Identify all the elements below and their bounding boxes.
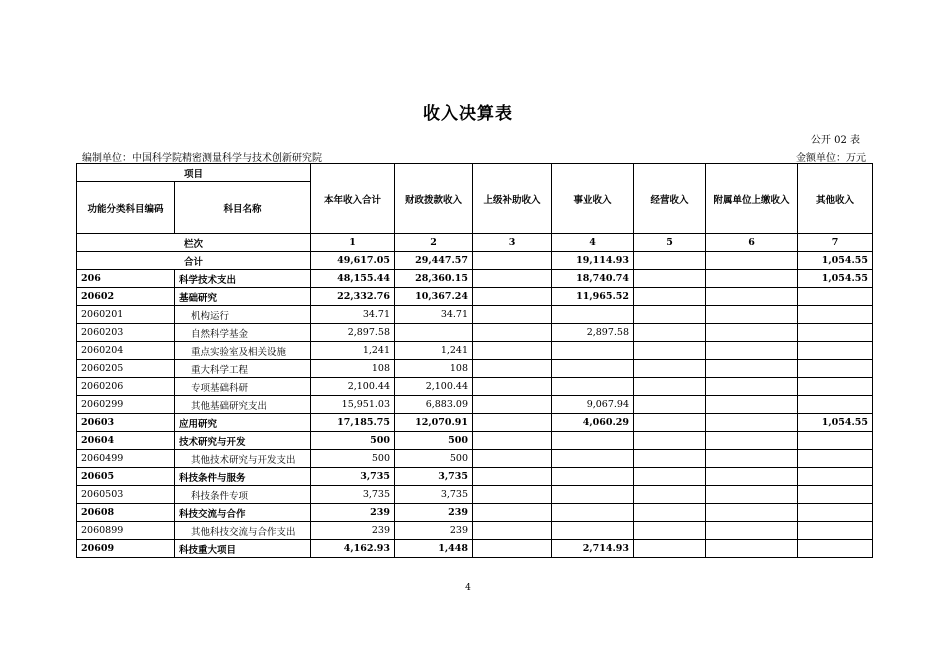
row-name: 其他基础研究支出 (175, 396, 311, 414)
row-value (473, 396, 552, 414)
compiling-unit: 编制单位：中国科学院精密测量科学与技术创新研究院 (82, 153, 322, 164)
row-value (798, 504, 873, 522)
row-value (706, 468, 798, 486)
row-value (706, 486, 798, 504)
row-value (634, 540, 706, 558)
row-value (552, 504, 634, 522)
row-value (798, 360, 873, 378)
row-value: 3,735 (311, 486, 395, 504)
row-value (552, 522, 634, 540)
column-index: 6 (706, 234, 798, 252)
row-name: 重大科学工程 (175, 360, 311, 378)
row-value (552, 432, 634, 450)
row-value (706, 504, 798, 522)
row-value: 11,965.52 (552, 288, 634, 306)
row-value: 34.71 (395, 306, 473, 324)
row-code: 20603 (77, 414, 175, 432)
column-index: 7 (798, 234, 873, 252)
row-value (473, 522, 552, 540)
row-value: 500 (395, 450, 473, 468)
row-value (473, 486, 552, 504)
row-name: 专项基础科研 (175, 378, 311, 396)
row-value (706, 396, 798, 414)
table-row (77, 504, 873, 522)
table-row (77, 468, 873, 486)
row-value: 22,332.76 (311, 288, 395, 306)
row-code: 2060299 (77, 396, 175, 414)
row-value (798, 342, 873, 360)
table-row (77, 522, 873, 540)
column-index: 3 (473, 234, 552, 252)
row-value: 28,360.15 (395, 270, 473, 288)
row-value (552, 342, 634, 360)
page-title: 收入决算表 (423, 104, 513, 124)
header-name: 科目名称 (175, 182, 311, 234)
row-value: 108 (395, 360, 473, 378)
total-value: 19,114.93 (552, 252, 634, 270)
row-code: 2060203 (77, 324, 175, 342)
row-value (552, 378, 634, 396)
row-value (798, 288, 873, 306)
row-value (473, 414, 552, 432)
row-name: 技术研究与开发 (175, 432, 311, 450)
row-value: 239 (311, 504, 395, 522)
column-index: 4 (552, 234, 634, 252)
row-value (634, 306, 706, 324)
table-row (77, 270, 873, 288)
row-code: 2060503 (77, 486, 175, 504)
row-value (798, 468, 873, 486)
row-name: 科技条件专项 (175, 486, 311, 504)
row-value (473, 360, 552, 378)
table-row (77, 342, 873, 360)
row-value: 2,100.44 (395, 378, 473, 396)
row-value: 1,054.55 (798, 270, 873, 288)
total-value (706, 252, 798, 270)
row-name: 其他科技交流与合作支出 (175, 522, 311, 540)
table-row (77, 288, 873, 306)
header-operating: 经营收入 (634, 164, 706, 234)
row-value (706, 378, 798, 396)
row-value: 34.71 (311, 306, 395, 324)
row-code: 2060206 (77, 378, 175, 396)
row-value (706, 360, 798, 378)
column-index-row (77, 234, 873, 252)
row-value: 3,735 (395, 468, 473, 486)
row-value: 3,735 (395, 486, 473, 504)
header-total: 本年收入合计 (311, 164, 395, 234)
row-name: 科学技术支出 (175, 270, 311, 288)
column-index: 2 (395, 234, 473, 252)
row-value (706, 450, 798, 468)
row-value (706, 324, 798, 342)
row-name: 应用研究 (175, 414, 311, 432)
row-value (706, 432, 798, 450)
row-value: 9,067.94 (552, 396, 634, 414)
table-row (77, 450, 873, 468)
table-row (77, 540, 873, 558)
row-value: 2,897.58 (552, 324, 634, 342)
row-value (706, 288, 798, 306)
row-code: 20608 (77, 504, 175, 522)
page-number: 4 (465, 583, 471, 593)
row-value (552, 486, 634, 504)
column-index-label: 栏次 (77, 234, 311, 252)
row-value (706, 414, 798, 432)
row-value (634, 342, 706, 360)
row-value (552, 360, 634, 378)
row-code: 2060201 (77, 306, 175, 324)
row-value: 2,714.93 (552, 540, 634, 558)
row-name: 科技条件与服务 (175, 468, 311, 486)
row-value: 1,054.55 (798, 414, 873, 432)
row-value (473, 468, 552, 486)
column-index: 1 (311, 234, 395, 252)
row-value (552, 450, 634, 468)
row-value (473, 270, 552, 288)
row-code: 2060204 (77, 342, 175, 360)
income-table (76, 163, 873, 558)
row-value (634, 486, 706, 504)
row-value (473, 378, 552, 396)
row-value: 500 (311, 450, 395, 468)
row-value (552, 306, 634, 324)
row-value (473, 450, 552, 468)
table-row (77, 360, 873, 378)
row-value: 10,367.24 (395, 288, 473, 306)
row-value (798, 324, 873, 342)
header-superior: 上级补助收入 (473, 164, 552, 234)
row-name: 机构运行 (175, 306, 311, 324)
row-code: 20604 (77, 432, 175, 450)
row-name: 重点实验室及相关设施 (175, 342, 311, 360)
row-value (634, 378, 706, 396)
row-code: 20602 (77, 288, 175, 306)
row-name: 其他技术研究与开发支出 (175, 450, 311, 468)
table-row (77, 414, 873, 432)
row-value: 18,740.74 (552, 270, 634, 288)
table-row (77, 432, 873, 450)
row-value (798, 540, 873, 558)
row-value: 1,241 (395, 342, 473, 360)
header-affiliated: 附属单位上缴收入 (706, 164, 798, 234)
row-value (473, 504, 552, 522)
amount-unit: 金额单位：万元 (796, 153, 866, 164)
row-value: 3,735 (311, 468, 395, 486)
total-row (77, 252, 873, 270)
row-value (798, 432, 873, 450)
header-code: 功能分类科目编码 (77, 182, 175, 234)
row-value (706, 540, 798, 558)
row-value (706, 306, 798, 324)
row-value (798, 396, 873, 414)
row-code: 2060205 (77, 360, 175, 378)
row-value: 500 (311, 432, 395, 450)
row-value (634, 324, 706, 342)
row-value (634, 288, 706, 306)
row-value (634, 432, 706, 450)
row-value (473, 324, 552, 342)
row-value (798, 306, 873, 324)
row-value (706, 342, 798, 360)
total-value: 49,617.05 (311, 252, 395, 270)
row-value: 4,060.29 (552, 414, 634, 432)
row-value (634, 360, 706, 378)
table-row (77, 486, 873, 504)
column-index: 5 (634, 234, 706, 252)
total-value: 29,447.57 (395, 252, 473, 270)
row-value (634, 414, 706, 432)
row-value: 239 (395, 522, 473, 540)
row-value: 15,951.03 (311, 396, 395, 414)
row-value (634, 504, 706, 522)
header-other: 其他收入 (798, 164, 873, 234)
row-value: 239 (395, 504, 473, 522)
row-value: 239 (311, 522, 395, 540)
table-row (77, 324, 873, 342)
header-fiscal: 财政拨款收入 (395, 164, 473, 234)
row-value (473, 342, 552, 360)
row-value (634, 450, 706, 468)
row-name: 基础研究 (175, 288, 311, 306)
table-row (77, 396, 873, 414)
header-item: 项目 (77, 164, 311, 182)
table-row (77, 378, 873, 396)
row-name: 科技交流与合作 (175, 504, 311, 522)
row-name: 自然科学基金 (175, 324, 311, 342)
row-value: 12,070.91 (395, 414, 473, 432)
row-code: 2060899 (77, 522, 175, 540)
row-value (798, 450, 873, 468)
row-value (634, 396, 706, 414)
row-value (634, 270, 706, 288)
row-value: 4,162.93 (311, 540, 395, 558)
row-value (706, 270, 798, 288)
row-value: 6,883.09 (395, 396, 473, 414)
total-label: 合计 (77, 252, 311, 270)
row-value (473, 306, 552, 324)
row-value (395, 324, 473, 342)
row-value (473, 432, 552, 450)
row-value: 17,185.75 (311, 414, 395, 432)
row-value: 1,448 (395, 540, 473, 558)
row-code: 206 (77, 270, 175, 288)
row-value: 500 (395, 432, 473, 450)
row-value (706, 522, 798, 540)
row-value: 2,897.58 (311, 324, 395, 342)
row-value (798, 522, 873, 540)
row-value: 48,155.44 (311, 270, 395, 288)
row-code: 20609 (77, 540, 175, 558)
row-value: 2,100.44 (311, 378, 395, 396)
row-value: 108 (311, 360, 395, 378)
row-value (473, 288, 552, 306)
row-value (798, 486, 873, 504)
table-row (77, 306, 873, 324)
row-code: 2060499 (77, 450, 175, 468)
form-number: 公开 02 表 (810, 135, 860, 146)
row-value (634, 468, 706, 486)
row-name: 科技重大项目 (175, 540, 311, 558)
row-value (634, 522, 706, 540)
row-value (552, 468, 634, 486)
total-value: 1,054.55 (798, 252, 873, 270)
total-value (473, 252, 552, 270)
header-business: 事业收入 (552, 164, 634, 234)
row-value: 1,241 (311, 342, 395, 360)
row-value (473, 540, 552, 558)
row-code: 20605 (77, 468, 175, 486)
total-value (634, 252, 706, 270)
row-value (798, 378, 873, 396)
